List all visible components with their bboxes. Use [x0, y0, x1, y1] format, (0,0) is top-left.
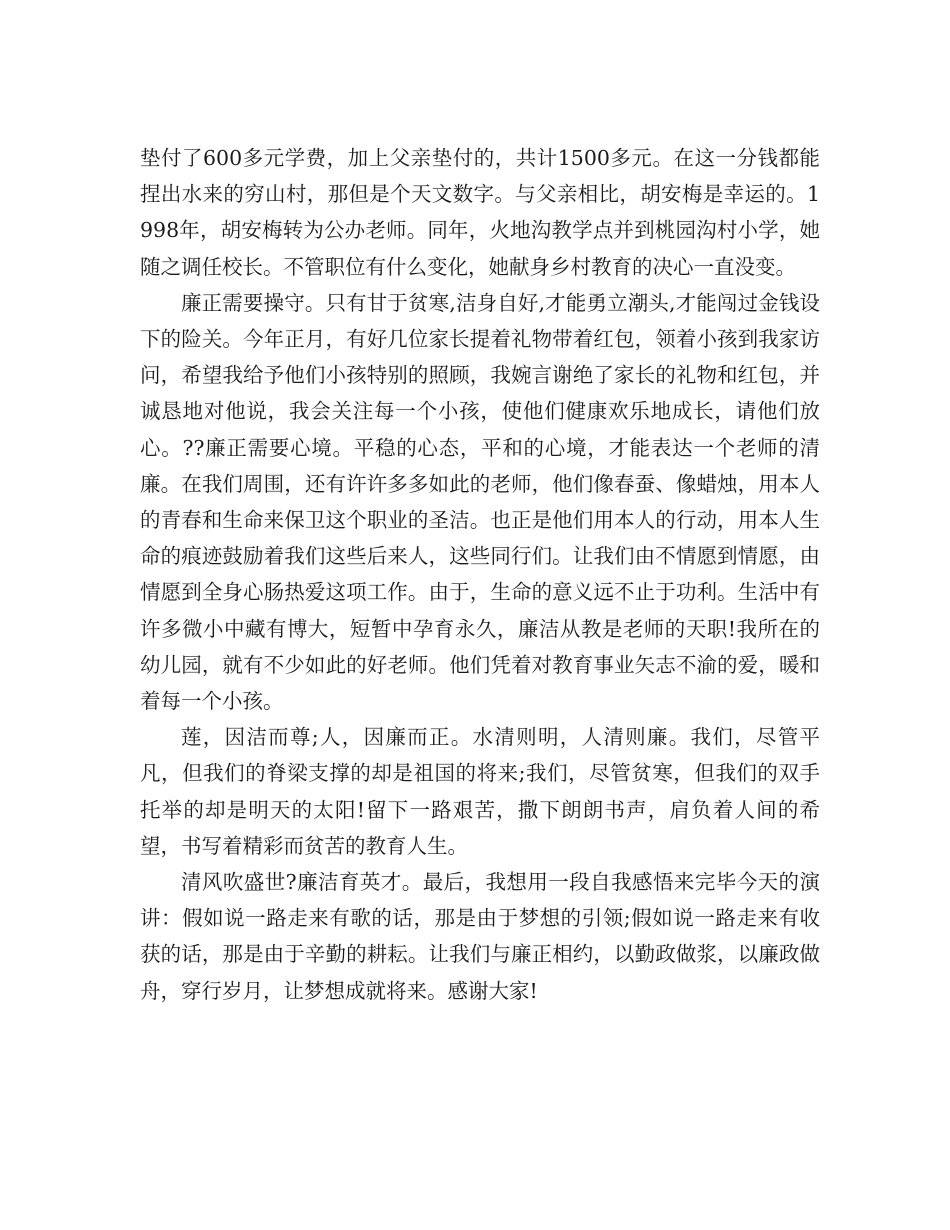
paragraph-continued: 垫付了600多元学费，加上父亲垫付的，共计1500多元。在这一分钱都能捏出水来的穷山村，那但是个天文数字。与父亲相比，胡安梅是幸运的。1998年，胡安梅转为公办老师。同年，火地沟教学点并到桃园沟村小学，她随之调任校长。不管职位有什么变化，她献身乡村教育的决心一直没变。: [140, 146, 820, 279]
paragraph-integrity: 廉正需要操守。只有甘于贫寒,洁身自好,才能勇立潮头,才能闯过金钱设下的险关。今年正月，有好几位家长提着礼物带着红包，领着小孩到我家访问，希望我给予他们小孩特别的照顾，我婉言谢绝了家长的礼物和红包，并诚恳地对他说，我会关注每一个小孩，使他们健康欢乐地成长，请他们放心。??廉正需要心境。平稳的心态，平和的心境，才能表达一个老师的清廉。在我们周围，还有许许多多如此的老师，他们像春蚕、像蜡烛，用本人的青春和生命来保卫这个职业的圣洁。也正是他们用本人的行动，用本人生命的痕迹鼓励着我们这些后来人，这些同行们。让我们由不情愿到情愿，由情愿到全身心肠热爱这项工作。由于，生命的意义远不止于功利。生活中有许多微小中藏有博大，短暂中孕育永久，廉洁从教是老师的天职!我所在的幼儿园，就有不少如此的好老师。他们凭着对教育事业矢志不渝的爱，暖和着每一个小孩。: [140, 290, 820, 714]
paragraph-closing: 清风吹盛世?廉洁育英才。最后，我想用一段自我感悟来完毕今天的演讲：假如说一路走来有歌的话，那是由于梦想的引领;假如说一路走来有收获的话，那是由于辛勤的耕耘。让我们与廉正相约，以勤政做浆，以廉政做舟，穿行岁月，让梦想成就将来。感谢大家!: [140, 870, 820, 1003]
paragraph-lotus: 莲，因洁而尊;人，因廉而正。水清则明，人清则廉。我们，尽管平凡，但我们的脊梁支撑的却是祖国的将来;我们，尽管贫寒，但我们的双手托举的却是明天的太阳!留下一路艰苦，撒下朗朗书声，肩负着人间的希望，书写着精彩而贫苦的教育人生。: [140, 725, 820, 858]
document-page: [140, 140, 820, 1009]
